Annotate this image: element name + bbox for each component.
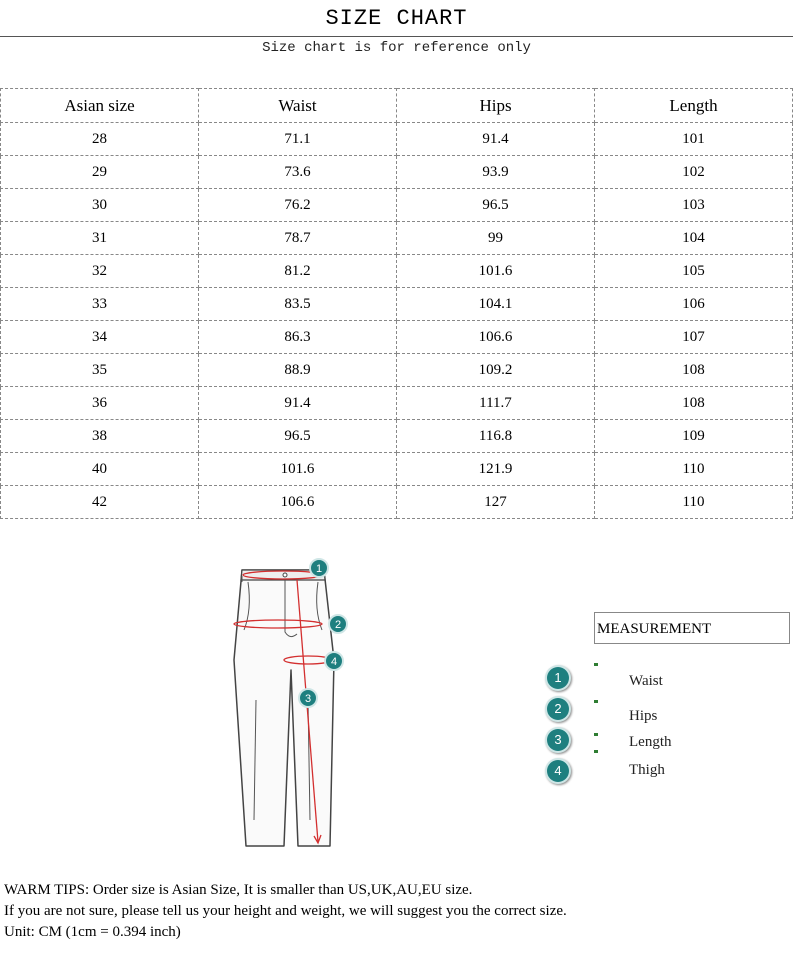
- waist-marker-badge: [310, 559, 328, 577]
- table-row: [1, 321, 793, 354]
- waist-marker-number: 1: [315, 563, 323, 575]
- table-row: [1, 123, 793, 156]
- table-row: [1, 288, 793, 321]
- table-cell: 83.5: [199, 288, 397, 321]
- table-cell: 103: [595, 189, 793, 222]
- table-cell: 33: [1, 288, 199, 321]
- table-cell: 107: [595, 321, 793, 354]
- table-cell: 30: [1, 189, 199, 222]
- thigh-marker-number: 4: [330, 656, 338, 668]
- table-cell: 102: [595, 156, 793, 189]
- table-cell: 36: [1, 387, 199, 420]
- table-row: [1, 189, 793, 222]
- table-cell: 71.1: [199, 123, 397, 156]
- legend-badge-waist: 1: [547, 667, 569, 689]
- table-cell: 78.7: [199, 222, 397, 255]
- table-cell: 109: [595, 420, 793, 453]
- tips-line: Unit: CM (1cm = 0.394 inch): [4, 924, 181, 940]
- table-cell: 40: [1, 453, 199, 486]
- table-cell: 88.9: [199, 354, 397, 387]
- warm-tips: [4, 880, 793, 943]
- tips-line: WARM TIPS: Order size is Asian Size, It is smaller than US,UK,AU,EU size.: [4, 882, 473, 898]
- table-cell: 104.1: [397, 288, 595, 321]
- table-cell: 29: [1, 156, 199, 189]
- hips-marker-badge: [329, 615, 347, 633]
- table-cell: 96.5: [397, 189, 595, 222]
- table-cell: 91.4: [397, 123, 595, 156]
- table-cell: 91.4: [199, 387, 397, 420]
- tips-line: If you are not sure, please tell us your height and weight, we will suggest you the correct size.: [4, 903, 567, 919]
- table-cell: 109.2: [397, 354, 595, 387]
- table-cell: 110: [595, 486, 793, 519]
- thigh-marker-badge: [325, 652, 343, 670]
- column-header: Asian size: [1, 89, 199, 123]
- table-row: [1, 387, 793, 420]
- table-cell: 42: [1, 486, 199, 519]
- table-cell: 108: [595, 354, 793, 387]
- table-header-row: [1, 89, 793, 123]
- table-row: [1, 420, 793, 453]
- legend-tick-mark: [594, 750, 598, 753]
- page-title: SIZE CHART: [325, 6, 468, 31]
- table-cell: 127: [397, 486, 595, 519]
- legend-tick-mark: [594, 663, 598, 666]
- table-row: [1, 486, 793, 519]
- table-row: [1, 354, 793, 387]
- column-header: Length: [595, 89, 793, 123]
- table-cell: 38: [1, 420, 199, 453]
- measurement-heading: MEASUREMENT: [594, 612, 790, 644]
- legend-label-thigh: Thigh: [629, 762, 665, 778]
- table-cell: 111.7: [397, 387, 595, 420]
- table-cell: 104: [595, 222, 793, 255]
- table-cell: 32: [1, 255, 199, 288]
- table-cell: 101.6: [397, 255, 595, 288]
- table-cell: 110: [595, 453, 793, 486]
- table-cell: 28: [1, 123, 199, 156]
- legend-tick-mark: [594, 700, 598, 703]
- table-cell: 93.9: [397, 156, 595, 189]
- legend-tick-mark: [594, 733, 598, 736]
- table-cell: 96.5: [199, 420, 397, 453]
- legend-label-hips: Hips: [629, 708, 658, 724]
- table-cell: 105: [595, 255, 793, 288]
- table-cell: 106: [595, 288, 793, 321]
- length-marker-number: 3: [304, 693, 312, 705]
- table-cell: 81.2: [199, 255, 397, 288]
- table-cell: 108: [595, 387, 793, 420]
- table-cell: 106.6: [397, 321, 595, 354]
- legend-label-waist: Waist: [629, 673, 663, 689]
- legend-badge-thigh: 4: [547, 760, 569, 782]
- table-row: [1, 453, 793, 486]
- size-table: [0, 88, 793, 519]
- title-divider: [0, 36, 793, 37]
- table-cell: 34: [1, 321, 199, 354]
- table-cell: 101: [595, 123, 793, 156]
- table-cell: 121.9: [397, 453, 595, 486]
- table-cell: 116.8: [397, 420, 595, 453]
- column-header: Hips: [397, 89, 595, 123]
- table-row: [1, 156, 793, 189]
- table-cell: 35: [1, 354, 199, 387]
- legend-badge-hips: 2: [547, 698, 569, 720]
- trousers-diagram: [218, 550, 358, 860]
- column-header: Waist: [199, 89, 397, 123]
- page-subtitle: Size chart is for reference only: [262, 40, 531, 56]
- table-row: [1, 222, 793, 255]
- legend-badge-length: 3: [547, 729, 569, 751]
- legend-label-length: Length: [629, 734, 672, 750]
- table-cell: 76.2: [199, 189, 397, 222]
- table-cell: 31: [1, 222, 199, 255]
- table-cell: 99: [397, 222, 595, 255]
- table-body: [1, 123, 793, 519]
- table-row: [1, 255, 793, 288]
- table-cell: 73.6: [199, 156, 397, 189]
- table-cell: 101.6: [199, 453, 397, 486]
- table-cell: 106.6: [199, 486, 397, 519]
- hips-marker-number: 2: [334, 619, 342, 631]
- table-cell: 86.3: [199, 321, 397, 354]
- length-marker-badge: [299, 689, 317, 707]
